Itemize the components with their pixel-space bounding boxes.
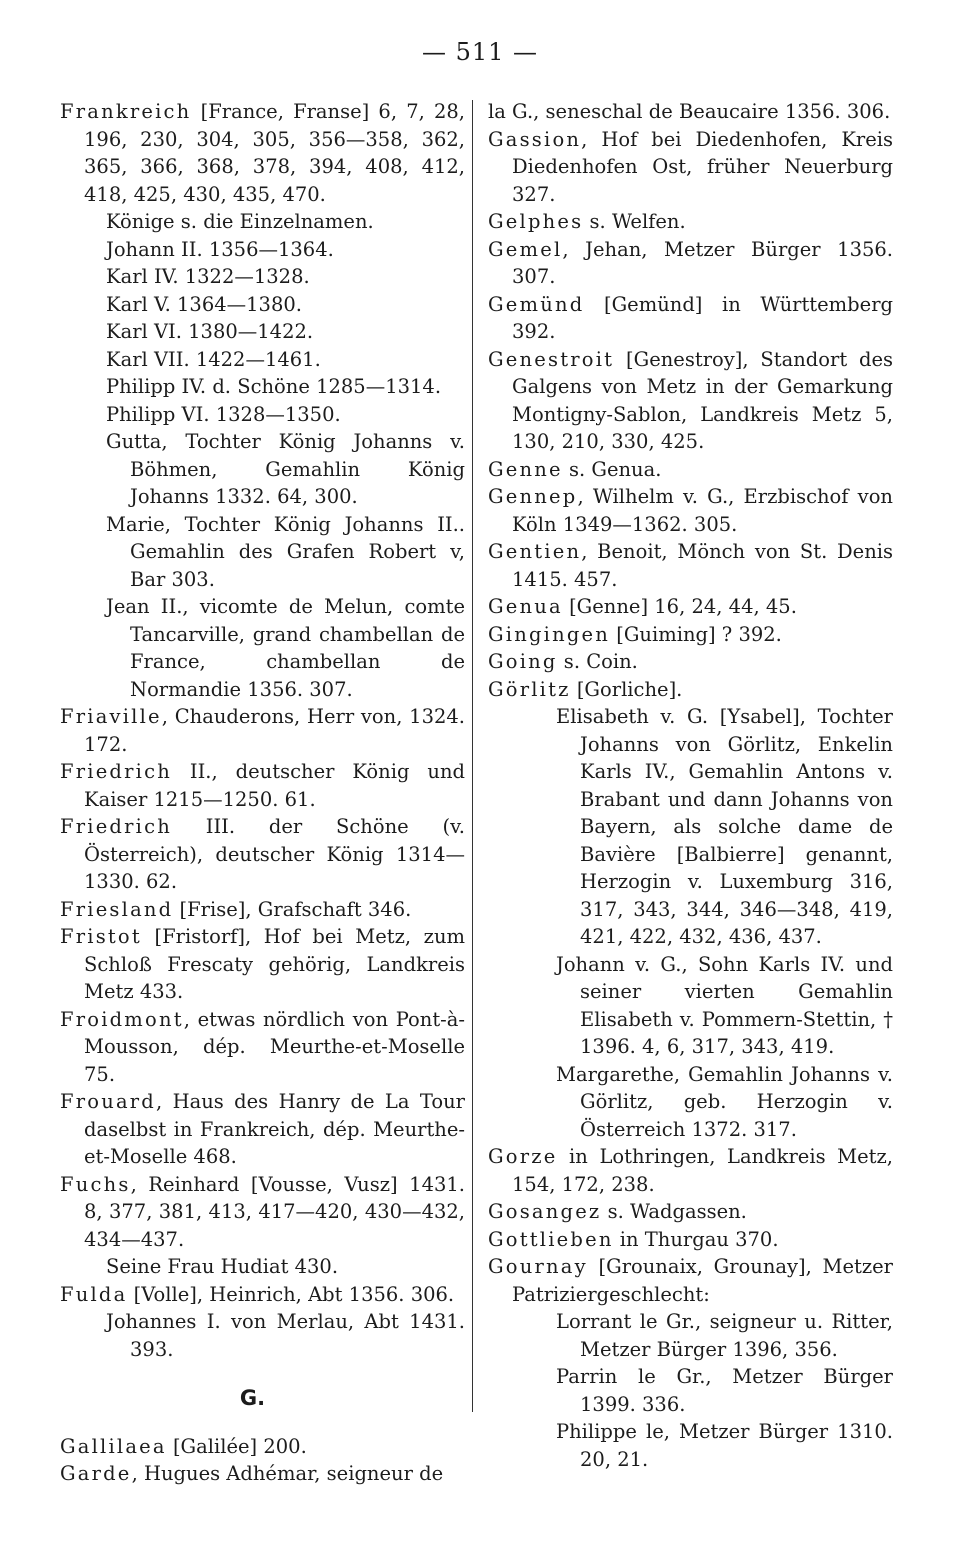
sub-entry: Karl VII. 1422—1461. [106, 347, 321, 371]
index-entry [488, 538, 893, 593]
entry-headword: Going [488, 650, 558, 673]
entry-headword: Gemünd [488, 292, 585, 316]
sub-entry: Margarethe, Gemahlin Johanns v. Görlitz, geb. Herzogin v. Österreich 1372. 317. [556, 1062, 893, 1141]
entry-text: s. Genua. [562, 457, 662, 481]
sub-entry: Philippe le, Metzer Bürger 1310. 20, 21. [556, 1420, 893, 1471]
entry-headword: Gingingen [488, 622, 611, 646]
sub-entry: Johann v. G., Sohn Karls IV. und seiner vierten Gemahlin Elisabeth v. Pommern-Stettin, † 1396. 4, 6, 317, 343, 419. [556, 952, 893, 1058]
left-column [60, 98, 465, 1488]
sub-entry: Elisabeth v. G. [Ysabel], Tochter Johanns von Görlitz, Enkelin Karls IV., Gemahlin Antons v. Brabant und dann Johanns von Bayern, als solche dame de Bavière [Balbierre] genannt, Herzogin v. Luxemburg 316, 317, 343, 344, 346—348, 419, 421, 422, 432, 436, 437. [556, 705, 893, 948]
sub-entry: Johannes I. von Merlau, Abt 1431. 393. [106, 1310, 465, 1361]
sub-entry: Philipp IV. d. Schöne 1285—1314. [106, 375, 442, 398]
entry-text: [Gorliche]. [570, 677, 683, 701]
sub-entry: Lorrant le Gr., seigneur u. Ritter, Metzer Bürger 1396, 356. [556, 1310, 893, 1361]
entry-text: s. Welfen. [583, 210, 686, 233]
column-divider [472, 100, 473, 1412]
sub-entry: Karl V. 1364—1380. [106, 292, 302, 316]
index-entry [488, 1226, 893, 1254]
sub-entry: Könige s. die Einzelnamen. [106, 210, 374, 233]
entry-text: II., deutscher König und Kaiser 1215—1250. 61. [84, 760, 465, 811]
index-entry [488, 236, 893, 291]
entry-text: [Volle], Heinrich, Abt 1356. 306. [127, 1282, 455, 1306]
right-column [488, 98, 893, 1473]
index-entry [488, 593, 893, 621]
index-entry [488, 1143, 893, 1198]
entry-headword: Gemel [488, 237, 563, 261]
entry-headword: Gosangez [488, 1200, 602, 1223]
index-entry [488, 208, 893, 236]
entry-headword: Gallilaea [60, 1434, 167, 1458]
entry-headword: Genestroit [488, 347, 615, 371]
entry-text: [France, Franse] 6, 7, 28, 196, 230, 304, 305, 356—358, 362, 365, 366, 368, 378, 394, 408, 412, 418, 425, 430, 435, 470. [84, 100, 465, 206]
index-entry [488, 676, 893, 704]
entry-text: [Guiming] ? 392. [610, 622, 782, 646]
entry-text: [Genestroy], Standort des Galgens von Metz in der Gemarkung Montigny-Sablon, Landkreis Metz 5, 130, 210, 330, 425. [512, 347, 893, 453]
index-entry [60, 1460, 465, 1488]
index-entry [60, 703, 465, 758]
entry-headword: Friesland [60, 897, 174, 921]
entry-headword: Genne [488, 457, 563, 481]
index-entry [488, 456, 893, 484]
entry-headword: Gottlieben [488, 1227, 614, 1251]
sub-entry: Marie, Tochter König Johanns II.. Gemahlin des Grafen Robert v, Bar 303. [106, 512, 465, 591]
entry-text: [Frise], Grafschaft 346. [173, 897, 412, 921]
section-heading: G. [239, 1386, 266, 1410]
entry-text: , Reinhard [Vousse, Vusz] 1431. 8, 377, 381, 413, 417—420, 430—432, 434—437. [84, 1172, 465, 1251]
entry-headword: Friedrich [60, 760, 172, 783]
index-entry [488, 621, 893, 649]
entry-headword: Frankreich [60, 100, 192, 123]
sub-entry: Philipp VI. 1328—1350. [106, 402, 341, 426]
entry-headword: Fulda [60, 1282, 128, 1306]
entry-text: III. der Schöne (v. Österreich), deutscher König 1314—1330. 62. [84, 815, 465, 893]
index-entry [60, 1433, 465, 1461]
entry-text: [Genne] 16, 24, 44, 45. [562, 595, 797, 618]
entry-continuation: la G., seneschal de Beaucaire 1356. 306. [488, 100, 891, 123]
index-entry [60, 1171, 465, 1254]
entry-headword: Gassion [488, 127, 582, 151]
sub-entry: Seine Frau Hudiat 430. [106, 1255, 339, 1278]
index-entry [60, 923, 465, 1006]
entry-headword: Friaville [60, 705, 162, 728]
entry-text: , etwas nördlich von Pont-à-Mousson, dép. Meurthe-et-Moselle 75. [84, 1007, 465, 1086]
entry-text: , Wilhelm v. G., Erzbischof von Köln 1349—1362. 305. [512, 485, 893, 536]
sub-entry: Gutta, Tochter König Johanns v. Böhmen, Gemahlin König Johanns 1332. 64, 300. [106, 430, 465, 508]
entry-headword: Froidmont [60, 1007, 184, 1031]
entry-text: , Benoit, Mönch von St. Denis 1415. 457. [512, 540, 893, 591]
entry-text: , Hugues Adhémar, seigneur de [131, 1462, 444, 1485]
entry-text: , Chauderons, Herr von, 1324. 172. [84, 705, 465, 756]
entry-text: [Grounaix, Grounay], Metzer Patriziergeschlecht: [512, 1255, 893, 1306]
entry-headword: Gentien [488, 540, 582, 563]
index-entry [60, 98, 465, 208]
entry-headword: Genua [488, 595, 563, 618]
index-entry [488, 346, 893, 456]
index-entry [60, 896, 465, 924]
index-entry [488, 1198, 893, 1226]
index-entry [488, 291, 893, 346]
entry-headword: Gennep [488, 485, 578, 508]
sub-entry: Karl VI. 1380—1422. [106, 320, 314, 343]
entry-text: in Thurgau 370. [613, 1227, 779, 1251]
index-entry [488, 126, 893, 209]
index-entry [488, 648, 893, 676]
entry-text: in Lothringen, Landkreis Metz, 154, 172, 238. [512, 1145, 893, 1196]
entry-headword: Gournay [488, 1255, 588, 1278]
entry-headword: Fristot [60, 925, 142, 948]
entry-text: , Hof bei Diedenhofen, Kreis Diedenhofen Ost, früher Neuerburg 327. [512, 127, 893, 206]
index-entry [60, 1281, 465, 1309]
entry-text: , Jehan, Metzer Bürger 1356. 307. [512, 237, 893, 288]
entry-headword: Gelphes [488, 210, 584, 233]
entry-headword: Friedrich [60, 815, 172, 838]
entry-headword: Frouard [60, 1090, 156, 1113]
sub-entry: Johann II. 1356—1364. [106, 237, 334, 261]
index-entry [60, 1006, 465, 1089]
sub-entry: Parrin le Gr., Metzer Bürger 1399. 336. [556, 1365, 893, 1416]
entry-text: s. Wadgassen. [601, 1200, 747, 1223]
sub-entry: Karl IV. 1322—1328. [106, 265, 310, 288]
entry-headword: Görlitz [488, 677, 571, 701]
entry-headword: Fuchs [60, 1172, 131, 1196]
entry-text: [Gemünd] in Württemberg 392. [512, 292, 893, 343]
entry-text: , Haus des Hanry de La Tour daselbst in Frankreich, dép. Meurthe-et-Moselle 468. [84, 1090, 465, 1168]
index-entry [488, 483, 893, 538]
entry-text: s. Coin. [557, 650, 638, 673]
entry-headword: Garde [60, 1462, 132, 1485]
index-entry [488, 1253, 893, 1308]
index-entry [60, 758, 465, 813]
index-entry [60, 813, 465, 896]
entry-text: [Fristorf], Hof bei Metz, zum Schloß Frescaty gehörig, Landkreis Metz 433. [84, 925, 465, 1003]
entry-text: [Galilée] 200. [166, 1434, 307, 1458]
sub-entry: Jean II., vicomte de Melun, comte Tancarville, grand chambellan de France, chambellan de Normandie 1356. 307. [106, 595, 465, 701]
page-number: — 511 — [421, 38, 539, 66]
index-entry [60, 1088, 465, 1171]
entry-headword: Gorze [488, 1145, 558, 1168]
